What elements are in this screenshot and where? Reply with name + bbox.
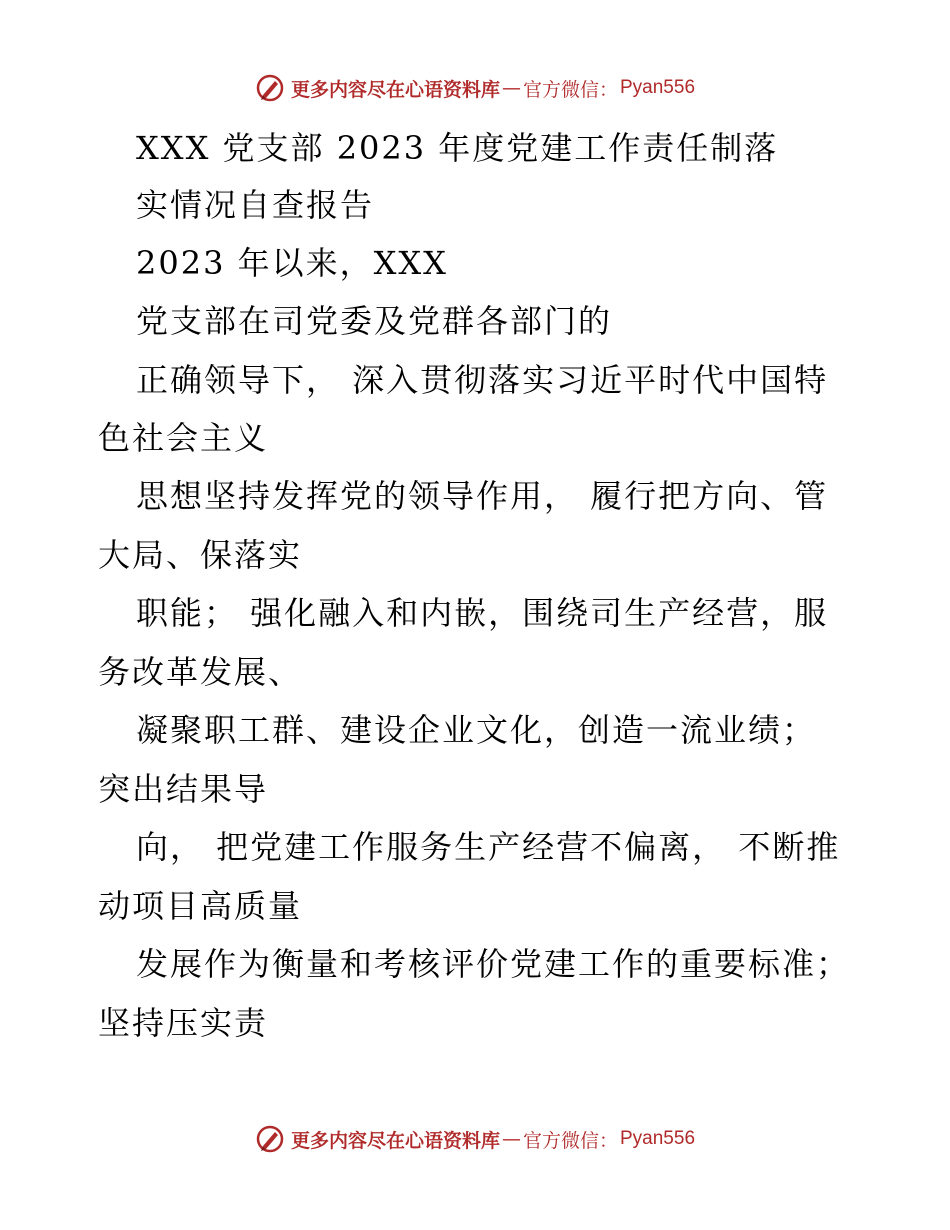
paragraph-line: 大局、保落实 [98, 536, 303, 574]
paragraph-line: 思想坚持发挥党的领导作用， 履行把方向、管 [136, 477, 829, 515]
paragraph-line: 2023 年以来，XXX [136, 244, 448, 282]
paragraph-line: 向， 把党建工作服务生产经营不偏离， 不断推 [136, 828, 841, 866]
wechat-id: Pyan556 [620, 1128, 696, 1149]
paragraph-line: 凝聚职工群、建设企业文化，创造一流业绩； [136, 711, 817, 749]
title-line-2: 实情况自查报告 [136, 186, 375, 224]
paragraph-line: 动项目高质量 [98, 887, 303, 925]
watermark-separator: — [501, 77, 521, 99]
wechat-id: Pyan556 [620, 77, 696, 98]
watermark-banner-top [0, 72, 950, 104]
paragraph-line: 坚持压实责 [98, 1004, 269, 1042]
paragraph-line: 务改革发展、 [98, 653, 303, 691]
wechat-label: 官方微信： [522, 78, 618, 101]
watermark-banner-bottom [0, 1123, 950, 1155]
paragraph-line: 党支部在司党委及党群各部门的 [136, 302, 613, 340]
pen-logo-icon [255, 1124, 285, 1154]
pen-logo-icon [255, 73, 285, 103]
paragraph-line: 发展作为衡量和考核评价党建工作的重要标准； [136, 945, 851, 983]
wechat-label: 官方微信： [522, 1129, 618, 1152]
watermark-text: 更多内容尽在心语资料库 [290, 78, 500, 101]
watermark-separator: — [501, 1128, 521, 1150]
watermark-text: 更多内容尽在心语资料库 [290, 1129, 500, 1152]
paragraph-line: 色社会主义 [98, 419, 269, 457]
title-line-1: XXX 党支部 2023 年度党建工作责任制落 [136, 129, 779, 167]
paragraph-line: 职能； 强化融入和内嵌，围绕司生产经营，服 [136, 594, 829, 632]
paragraph-line: 突出结果导 [98, 770, 269, 808]
paragraph-line: 正确领导下， 深入贯彻落实习近平时代中国特 [136, 361, 829, 399]
